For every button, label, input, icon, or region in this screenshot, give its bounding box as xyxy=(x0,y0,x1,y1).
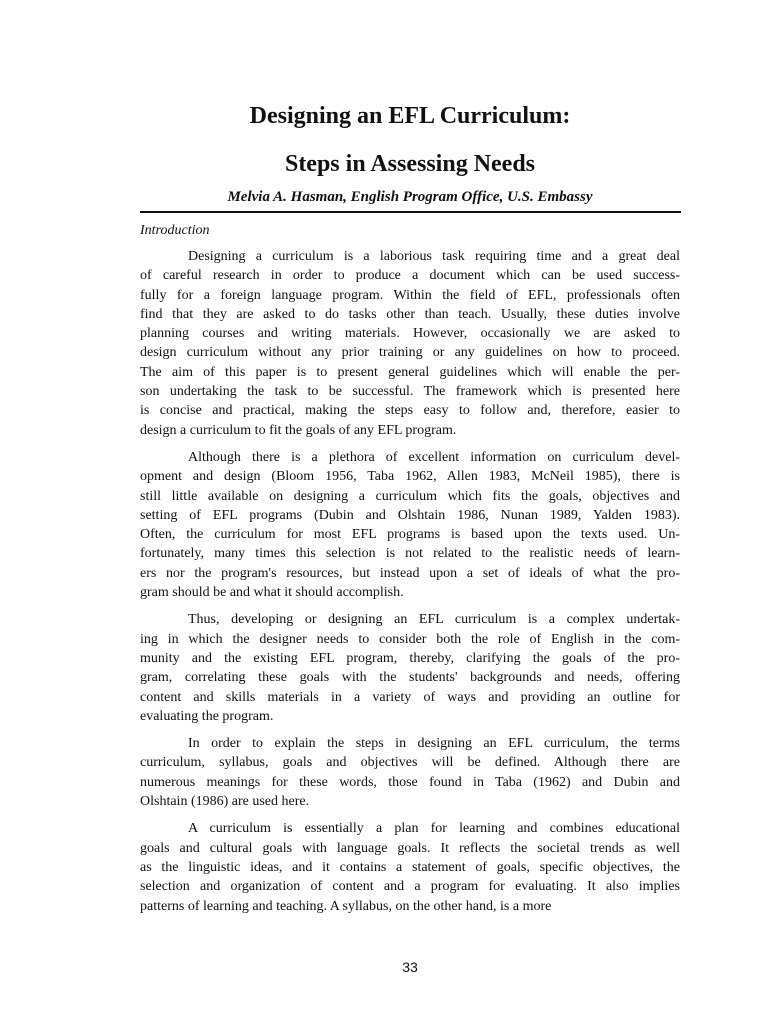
text-line: design a curriculum to fit the goals of any EFL program. xyxy=(140,422,457,438)
text-line: planning courses and writing materials. However, occasionally we are asked to xyxy=(140,326,680,342)
text-line: curriculum, syllabus, goals and objectives will be defined. Although there are xyxy=(140,755,680,771)
body-paragraph xyxy=(140,819,680,915)
text-line: evaluating the program. xyxy=(140,708,274,724)
title-divider xyxy=(140,211,681,213)
body-paragraph xyxy=(140,448,680,602)
text-line: Often, the curriculum for most EFL programs is based upon the texts used. Un- xyxy=(140,527,680,543)
article-title-line-2: Steps in Assessing Needs xyxy=(284,151,536,177)
text-line: munity and the existing EFL program, thereby, clarifying the goals of the pro- xyxy=(140,650,680,666)
text-line: gram should be and what it should accomplish. xyxy=(140,585,404,601)
section-heading: Introduction xyxy=(140,223,210,238)
body-paragraph xyxy=(140,610,680,726)
text-line: ing in which the designer needs to consider both the role of English in the com- xyxy=(140,631,680,647)
text-line: Designing a curriculum is a laborious task requiring time and a great deal xyxy=(188,249,680,264)
text-line: ers nor the program's resources, but instead upon a set of ideals of what the pro- xyxy=(140,565,680,581)
text-line: goals and cultural goals with language goals. It reflects the societal trends as well xyxy=(140,840,680,856)
text-line: setting of EFL programs (Dubin and Olshtain 1986, Nunan 1989, Yalden 1983). xyxy=(140,507,680,523)
text-line: fully for a foreign language program. Within the field of EFL, professionals often xyxy=(140,287,680,303)
article-title-line-1: Designing an EFL Curriculum: xyxy=(249,103,571,129)
text-line: find that they are asked to do tasks other than teach. Usually, these duties involve xyxy=(140,306,680,322)
text-line: patterns of learning and teaching. A syllabus, on the other hand, is a more xyxy=(140,898,552,914)
text-line: A curriculum is essentially a plan for learning and combines educational xyxy=(188,821,680,837)
text-line: Although there is a plethora of excellent information on curriculum devel- xyxy=(188,449,680,465)
body-paragraph xyxy=(140,247,680,440)
text-line: gram, correlating these goals with the students' backgrounds and needs, offering xyxy=(140,670,680,686)
page-number: 33 xyxy=(402,959,418,975)
text-line: as the linguistic ideas, and it contains a statement of goals, specific objectives, the xyxy=(140,859,680,875)
text-line: of careful research in order to produce a document which can be used success- xyxy=(140,268,680,284)
text-line: selection and organization of content and a program for evaluating. It also implies xyxy=(140,879,680,895)
text-line: numerous meanings for these words, those found in Taba (1962) and Dubin and xyxy=(140,774,680,790)
article-body xyxy=(140,247,680,924)
text-line: In order to explain the steps in designing an EFL curriculum, the terms xyxy=(188,736,680,752)
text-line: opment and design (Bloom 1956, Taba 1962, Allen 1983, McNeil 1985), there is xyxy=(140,469,680,485)
text-line: content and skills materials in a variety of ways and providing an outline for xyxy=(140,689,680,705)
author-byline: Melvia A. Hasman, English Program Office, U.S. Embassy xyxy=(227,189,593,205)
text-line: son undertaking the task to be successful. The framework which is presented here xyxy=(140,384,680,400)
text-line: fortunately, many times this selection is not related to the realistic needs of learn- xyxy=(140,546,680,562)
body-paragraph xyxy=(140,734,680,811)
text-line: The aim of this paper is to present general guidelines which will enable the per- xyxy=(140,364,680,380)
text-line: still little available on designing a curriculum which fits the goals, objectives and xyxy=(140,488,680,504)
text-line: Olshtain (1986) are used here. xyxy=(140,794,310,810)
text-line: is concise and practical, making the steps easy to follow and, therefore, easier to xyxy=(140,403,680,419)
text-line: design curriculum without any prior training or any guidelines on how to proceed. xyxy=(140,345,680,361)
text-line: Thus, developing or designing an EFL curriculum is a complex undertak- xyxy=(188,612,680,628)
